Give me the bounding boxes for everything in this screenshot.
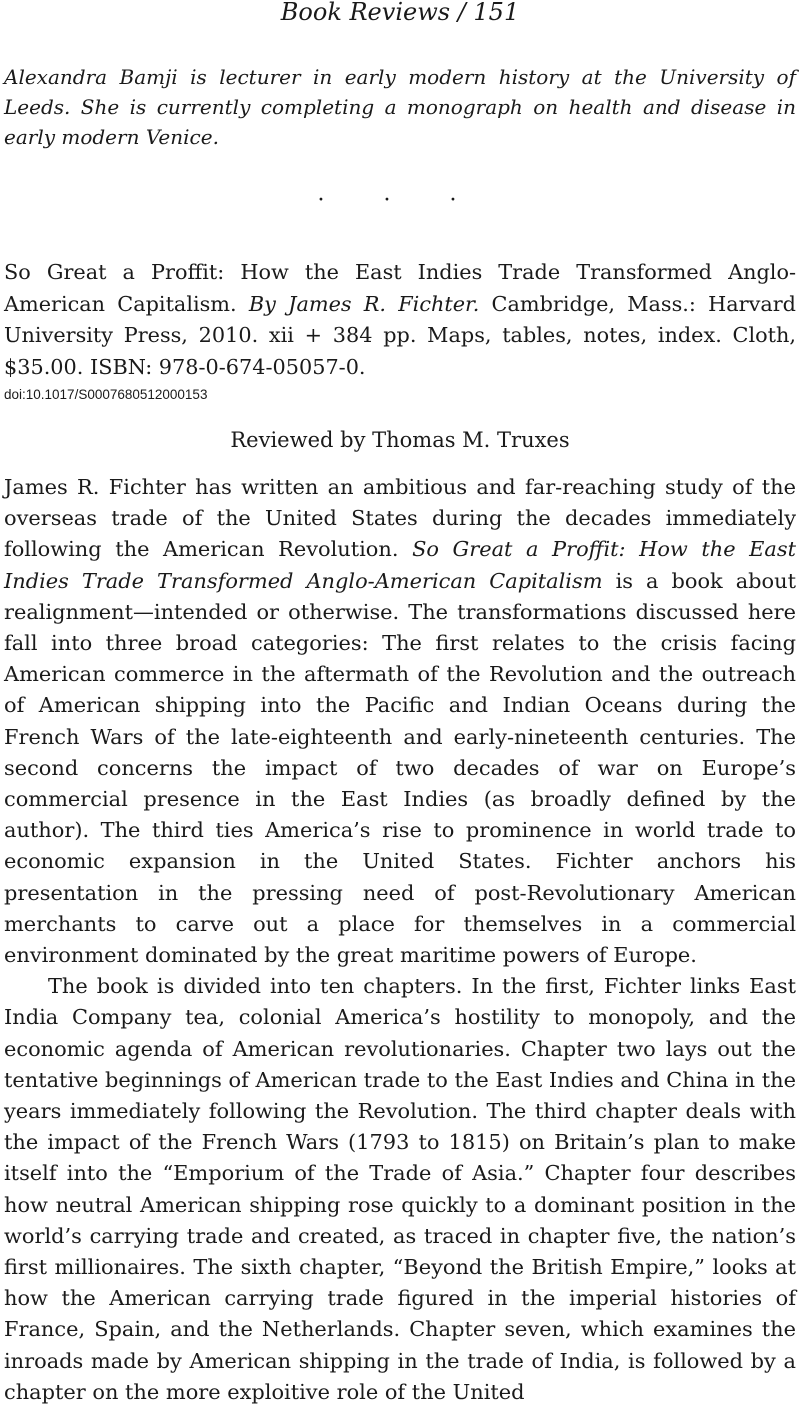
review-body — [4, 472, 796, 1408]
review-paragraph-1 — [4, 472, 796, 971]
paragraph-1-text-a: James R. Fichter has written an ambitious and far-reaching study of the overseas trade of the United States during the decades immediately following the American Revolution. — [4, 475, 796, 562]
author-bio: Alexandra Bamji is lecturer in early modern history at the University of Leeds. She is currently completing a monograph on health and disease in early modern Venice. — [4, 65, 796, 149]
doi-link[interactable]: doi:10.1017/S0007680512000153 — [4, 387, 208, 402]
book-citation — [4, 257, 796, 383]
review-paragraph-2: The book is divided into ten chapters. In the first, Fichter links East India Company tea, colonial America’s hostility to monopoly, and the economic agenda of American revolutionaries. Chapter two lays out the tentative beginnings of American trade to the East Indies and China in the years immediately following the Revolution. The third chapter deals with the impact of the French Wars (1793 to 1815) on Britain’s plan to make itself into the “Emporium of the Trade of Asia.” Chapter four describes how neutral American shipping rose quickly to a dominant position in the world’s carrying trade and created, as traced in chapter five, the nation’s first millionaires. The sixth chapter, “Beyond the British Empire,” looks at how the American carrying trade figured in the imperial histories of France, Spain, and the Netherlands. Chapter seven, which examines the inroads made by American shipping in the trade of India, is followed by a chapter on the more exploitive role of the United — [4, 974, 796, 1404]
section-separator: · · · — [317, 188, 483, 213]
paragraph-1-italic-title: So Great a Proffit: How the East Indies Trade Transformed Anglo-American Capitalism — [4, 537, 796, 593]
book-author: By James R. Fichter. — [248, 291, 480, 316]
reviewer-byline: Reviewed by Thomas M. Truxes — [230, 428, 570, 452]
running-head: Book Reviews / 151 — [280, 0, 520, 26]
publication-details: Cambridge, Mass.: Harvard University Press, 2010. xii + 384 pp. Maps, tables, notes, index. Cloth, $35.00. ISBN: 978-0-674-05057-0. — [4, 291, 796, 379]
book-title: So Great a Proffit: How the East Indies Trade Transformed Anglo-American Capitalism. — [4, 260, 796, 316]
paragraph-1-text-b: is a book about realignment—intended or otherwise. The transformations discussed here fall into three broad categories: The first relates to the crisis facing American commerce in the aftermath of the Revolution and the outreach of American shipping into the Pacific and Indian Oceans during the French Wars of the late-eighteenth and early-nineteenth centuries. The second concerns the impact of two decades of war on Europe’s commercial presence in the East Indies (as broadly defined by the author). The third ties America’s rise to prominence in world trade to economic expansion in the United States. Fichter anchors his presentation in the pressing need of post-Revolutionary American merchants to carve out a place for themselves in a commercial environment dominated by the great maritime powers of Europe. — [4, 568, 796, 968]
